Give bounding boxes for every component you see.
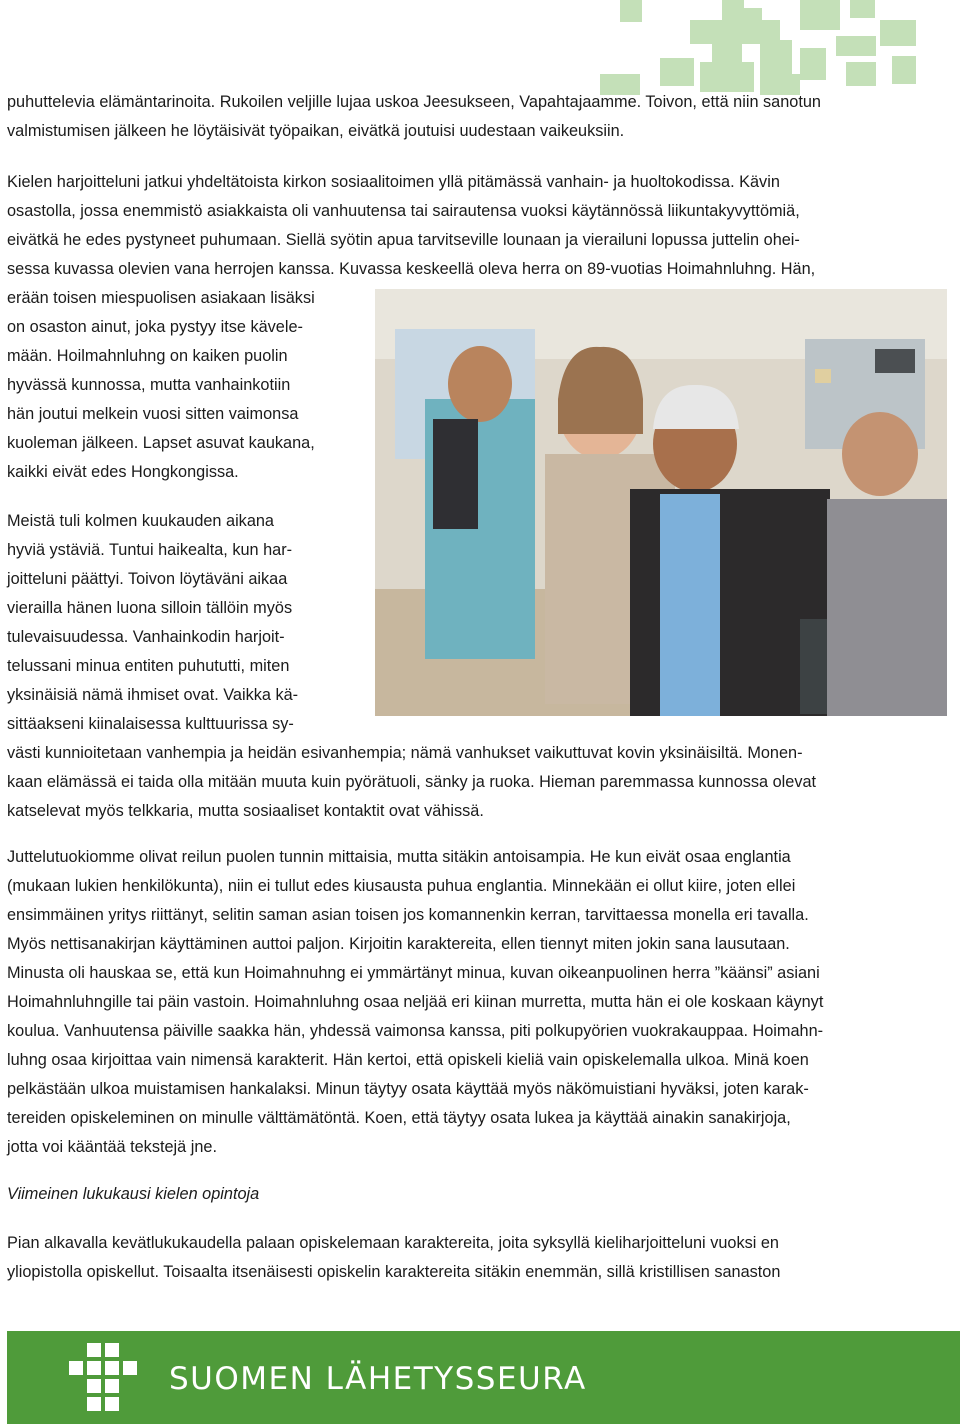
paragraph-intro (7, 88, 957, 146)
text-line: tereiden opiskeleminen on minulle välttämätöntä. Koen, että täytyy osata lukea ja käyttää ainakin sanakirjoja, (7, 1109, 791, 1127)
cross-pattern-icon (0, 0, 960, 95)
text-line: kaan elämässä ei taida olla mitään muuta kuin pyörätuoli, sänky ja ruoka. Hieman paremmassa kunnossa olevat (7, 773, 817, 791)
text-line: katselevat myös telkkaria, mutta sosiaaliset kontaktit ovat vähissä. (7, 802, 484, 820)
text-line: valmistumisen jälkeen he löytäisivät työpaikan, eivätkä joutuisi uudestaan vaikeuksiin. (7, 122, 625, 140)
paragraph-conversations (7, 843, 957, 1162)
text-line: on osaston ainut, joka pystyy itse kävele- (7, 318, 303, 336)
text-line: eivätkä he edes pystyneet puhumaan. Siellä syötin apua tarvitseville lounaan ja vierailuni lopussa juttelin ohei- (7, 231, 800, 249)
text-line: yksinäisiä nämä ihmiset ovat. Vaikka kä- (7, 686, 299, 704)
text-line: Hoimahnluhngille tai päin vastoin. Hoimahnluhng osaa neljää eri kiinan murretta, mutta hän ei ole koskaan käynyt (7, 993, 824, 1011)
text-line: joitteluni päättyi. Toivon löytäväni aikaa (7, 570, 288, 588)
text-line: puhuttelevia elämäntarinoita. Rukoilen veljille lujaa uskoa Jeesukseen, Vapahtajaamme. Toivon, että niin sanotun (7, 93, 821, 111)
text-line: hyvässä kunnossa, mutta vanhainkotiin (7, 376, 291, 394)
group-photo (375, 289, 947, 716)
text-line: erään toisen miespuolisen asiakaan lisäksi (7, 289, 315, 307)
paragraph-final-semester (7, 1229, 957, 1287)
text-line: västi kunnioitetaan vanhempia ja heidän esivanhempia; nämä vanhukset vaikuttuvat kovin yksinäisiltä. Monen- (7, 744, 803, 762)
group-photo-illustration (375, 289, 947, 716)
section-heading-text: Viimeinen lukukausi kielen opintoja (7, 1185, 260, 1203)
organization-name: SUOMEN LÄHETYSSEURA (169, 1361, 587, 1397)
text-line: yliopistolla opiskellut. Toisaalta itsenäisesti opiskelin karaktereita sitäkin enemmän, sillä kristillisen sanaston (7, 1263, 781, 1281)
text-line: Minusta oli hauskaa se, että kun Hoimahnuhng ei ymmärtänyt minua, kuvan oikeanpuolinen herra ”käänsi” asiani (7, 964, 820, 982)
text-line: sessa kuvassa olevien vana herrojen kanssa. Kuvassa keskeellä oleva herra on 89-vuotias Hoimahnluhng. Hän, (7, 260, 816, 278)
text-line: jotta voi kääntää tekstejä jne. (7, 1138, 217, 1156)
text-line: pelkästään ulkoa muistamisen hankalaksi. Minun täytyy osata käyttää myös näkömuistiani hyväksi, joten karak- (7, 1080, 809, 1098)
text-line: Juttelutuokiomme olivat reilun puolen tunnin mittaisia, mutta sitäkin antoisampia. He kun eivät osaa englantia (7, 848, 791, 866)
text-line: tulevaisuudessa. Vanhainkodin harjoit- (7, 628, 285, 646)
organization-cross-logo-icon (57, 1339, 147, 1417)
text-line: hän joutui melkein vuosi sitten vaimonsa (7, 405, 299, 423)
footer-banner (7, 1331, 960, 1424)
text-line: osastolla, jossa enemmistö asiakkaista oli vanhuutensa tai sairautensa vuoksi käytännössä liikuntakyvyttömiä, (7, 202, 800, 220)
text-line: Pian alkavalla kevätlukukaudella palaan opiskelemaan karaktereita, joita syksyllä kieliharjoitteluni vuoksi en (7, 1234, 779, 1252)
section-heading (7, 1180, 957, 1209)
text-line: kaikki eivät edes Hongkongissa. (7, 463, 239, 481)
text-line: koulua. Vanhuutensa päiville saakka hän, yhdessä vaimonsa kanssa, piti polkupyörien vuokrakauppaa. Hoimahn- (7, 1022, 824, 1040)
text-line: ensimmäinen yritys riittänyt, selitin saman asian toisen jos komannenkin kerran, tarvittaessa monella eri tavalla. (7, 906, 809, 924)
text-line: luhng osaa kirjoittaa vain nimensä karakterit. Hän kertoi, että opiskeli kieliä vain opiskelemalla ulkoa. Minä koen (7, 1051, 809, 1069)
text-line: hyviä ystäviä. Tuntui haikealta, kun har- (7, 541, 293, 559)
text-line: (mukaan lukien henkilökunta), niin ei tullut edes kiusausta puhua englantia. Minnekään ei ollut kiire, joten ellei (7, 877, 796, 895)
text-line: vierailla hänen luona silloin tällöin myös (7, 599, 293, 617)
text-line: mään. Hoilmahnluhng on kaiken puolin (7, 347, 288, 365)
text-line: Myös nettisanakirjan käyttäminen auttoi paljon. Kirjoitin karaktereita, ellen tiennyt miten jokin sana lausutaan. (7, 935, 790, 953)
text-line: sittäakseni kiinalaisessa kulttuurissa sy- (7, 715, 294, 733)
text-line: Kielen harjoitteluni jatkui yhdeltätoista kirkon sosiaalitoimen yllä pitämässä vanhain- ja huoltokodissa. Kävin (7, 173, 780, 191)
text-line: telussani minua entiten puhututti, miten (7, 657, 290, 675)
text-line: kuoleman jälkeen. Lapset asuvat kaukana, (7, 434, 315, 452)
text-line: Meistä tuli kolmen kuukauden aikana (7, 512, 274, 530)
